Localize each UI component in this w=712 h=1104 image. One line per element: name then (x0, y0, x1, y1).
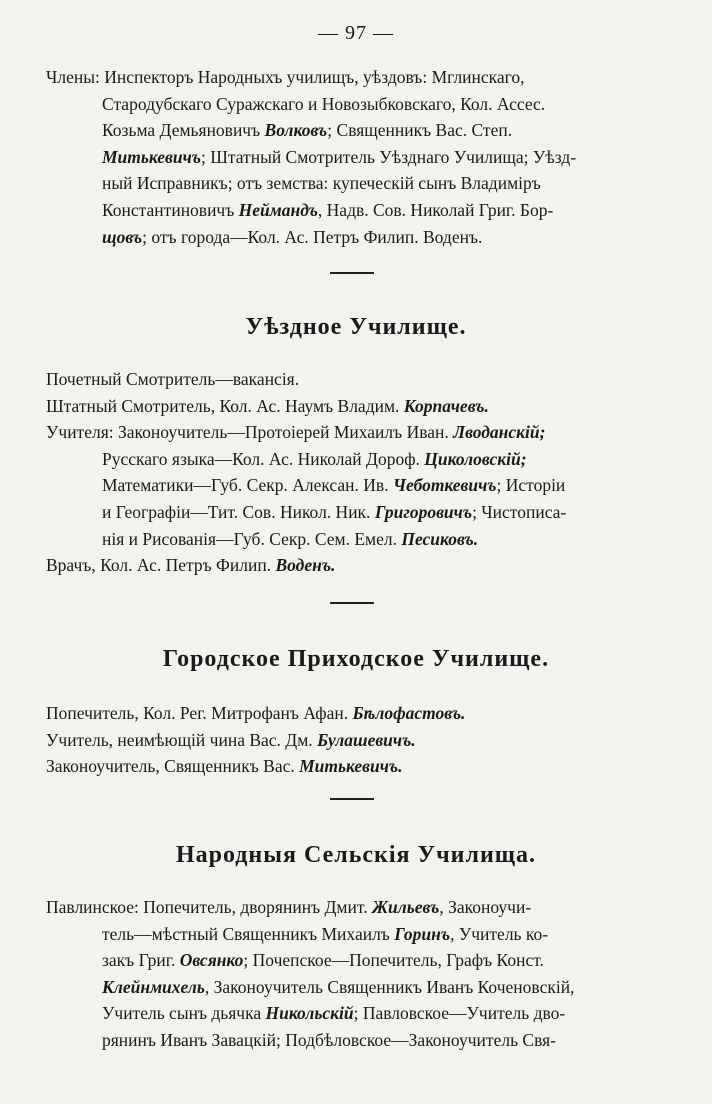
village-schools-paragraph (46, 894, 668, 1054)
text-line: Учителя: Законоучитель—Протоіерей Михаилъ Иван. Лводанскій; (46, 422, 546, 443)
text-line: и Географіи—Тит. Сов. Никол. Ник. Григоровичъ; Чистописа- (102, 501, 567, 522)
page-number: — 97 — (318, 22, 394, 44)
text-line: Митькевичъ; Штатный Смотритель Уѣзднаго Училища; Уѣзд- (102, 146, 577, 167)
parish-school-paragraph (46, 700, 668, 780)
text-line: рянинъ Иванъ Завацкій; Подбѣловское—Законоучитель Свя- (102, 1029, 557, 1050)
district-school-paragraph (46, 366, 668, 579)
text-line: Стародубскаго Суражскаго и Новозыбковскаго, Кол. Ассес. (102, 93, 546, 114)
text-line: Учитель сынъ дьячка Никольскій; Павловское—Учитель дво- (102, 1003, 566, 1024)
text-line: Штатный Смотритель, Кол. Ас. Наумъ Владим. Корпачевъ. (46, 395, 489, 416)
separator-rule (330, 798, 374, 800)
text-line: Математики—Губ. Секр. Алексан. Ив. Чеботкевичъ; Исторіи (102, 475, 566, 496)
text-line: Законоучитель, Священникъ Вас. Митькевичъ. (46, 756, 403, 777)
text-line: нія и Рисованія—Губ. Секр. Сем. Емел. Песиковъ. (102, 528, 479, 549)
text-line: Русскаго языка—Кол. Ас. Николай Дороф. Циколовскій; (102, 448, 527, 469)
separator-rule (330, 602, 374, 604)
text-line: Учитель, неимѣющій чина Вас. Дм. Булашевичъ. (46, 729, 416, 750)
text-line: Члены: Инспекторъ Народныхъ училищъ, уѣздовъ: Мглинскаго, (46, 67, 525, 87)
text-line: тель—мѣстный Священникъ Михаилъ Горинъ, Учитель ко- (102, 923, 549, 944)
text-line: Врачъ, Кол. Ас. Петръ Филип. Воденъ. (46, 555, 336, 576)
text-line: закъ Григ. Овсянко; Почепское—Попечитель, Графъ Конст. (102, 950, 544, 971)
members-paragraph (46, 64, 668, 250)
text-line: Константиновичъ Неймандъ, Надв. Сов. Николай Григ. Бор- (102, 199, 554, 220)
text-line: Павлинское: Попечитель, дворянинъ Дмит. Жильевъ, Законоучи- (46, 897, 532, 917)
text-line: ный Исправникъ; отъ земства: купеческій сынъ Владиміръ (102, 173, 541, 194)
section-title-district-school: Уѣздное Училище. (245, 314, 467, 340)
text-line: Клейнмихель, Законоучитель Священникъ Иванъ Коченовскій, (102, 976, 575, 997)
separator-rule (330, 272, 374, 274)
section-title-parish-school: Городское Приходское Училище. (162, 646, 550, 672)
text-line: Почетный Смотритель—вакансія. (46, 369, 300, 389)
section-title-village-schools: Народныя Сельскія Училища. (175, 842, 537, 868)
text-line: Козьма Демьяновичъ Волковъ; Священникъ Вас. Степ. (102, 120, 513, 141)
text-line: щовъ; отъ города—Кол. Ас. Петръ Филип. Воденъ. (102, 226, 483, 247)
text-line: Попечитель, Кол. Рег. Митрофанъ Афан. Бѣлофастовъ. (46, 703, 466, 723)
